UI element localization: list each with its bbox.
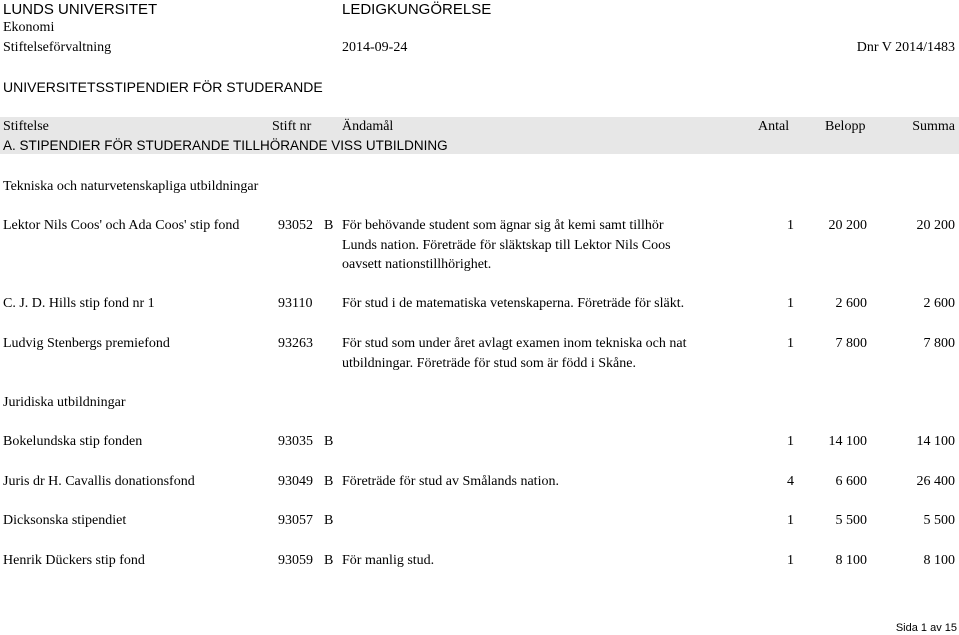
fund-flag: B (324, 434, 334, 449)
dnr: Dnr V 2014/1483 (856, 40, 955, 55)
fund-belopp: 7 800 (835, 336, 867, 351)
fund-summa: 5 500 (923, 513, 955, 528)
university-name: LUNDS UNIVERSITET (3, 1, 158, 18)
fund-belopp: 20 200 (828, 218, 867, 233)
fund-summa: 26 400 (916, 474, 955, 489)
section-a-heading: A. STIPENDIER FÖR STUDERANDE TILLHÖRANDE VISS UTBILDNING (3, 138, 448, 153)
fund-number: 93035 (278, 434, 313, 449)
fund-antal: 4 (787, 474, 794, 489)
fund-antal: 1 (787, 218, 794, 233)
subsection-juridiska: Juridiska utbildningar (3, 395, 126, 410)
fund-purpose: För manlig stud. (342, 553, 435, 568)
fund-summa: 20 200 (916, 218, 955, 233)
fund-belopp: 6 600 (835, 474, 867, 489)
fund-purpose: För behövande student som ägnar sig åt kemi samt tillhör Lunds nation. Företräde för släktskap till Lektor Nils Coos oavsett nationstillhörighet. (342, 218, 671, 272)
fund-flag: B (324, 513, 334, 528)
page-title: UNIVERSITETSSTIPENDIER FÖR STUDERANDE (3, 79, 323, 95)
fund-name: Ludvig Stenbergs premiefond (3, 336, 170, 351)
fund-summa: 14 100 (916, 434, 955, 449)
fund-name: Lektor Nils Coos' och Ada Coos' stip fond (3, 218, 240, 233)
fund-number: 93263 (278, 336, 313, 351)
fund-name: Henrik Dückers stip fond (3, 553, 145, 568)
fund-belopp: 14 100 (828, 434, 867, 449)
fund-antal: 1 (787, 513, 794, 528)
fund-summa: 7 800 (923, 336, 955, 351)
fund-summa: 2 600 (923, 296, 955, 311)
fund-name: C. J. D. Hills stip fond nr 1 (3, 296, 155, 311)
date: 2014-09-24 (342, 40, 408, 55)
fund-purpose: För stud som under året avlagt examen inom tekniska och nat utbildningar. Företräde för stud som är född i Skåne. (342, 336, 687, 371)
page-number: Sida 1 av 15 (895, 622, 957, 634)
fund-purpose: För stud i de matematiska vetenskaperna. Företräde för släkt. (342, 296, 685, 311)
fund-antal: 1 (787, 553, 794, 568)
notice-title: LEDIGKUNGÖRELSE (342, 1, 492, 18)
fund-antal: 1 (787, 336, 794, 351)
fund-belopp: 5 500 (835, 513, 867, 528)
fund-name: Juris dr H. Cavallis donationsfond (3, 474, 195, 489)
fund-number: 93057 (278, 513, 313, 528)
col-belopp: Belopp (825, 119, 866, 134)
fund-belopp: 8 100 (835, 553, 867, 568)
col-andamal: Ändamål (342, 119, 394, 134)
fund-name: Dicksonska stipendiet (3, 513, 127, 528)
fund-flag: B (324, 553, 334, 568)
fund-summa: 8 100 (923, 553, 955, 568)
unit: Stiftelseförvaltning (3, 40, 112, 55)
fund-flag: B (324, 474, 334, 489)
fund-purpose: Företräde för stud av Smålands nation. (342, 474, 559, 489)
fund-flag: B (324, 218, 334, 233)
fund-antal: 1 (787, 296, 794, 311)
fund-number: 93049 (278, 474, 313, 489)
col-summa: Summa (912, 119, 955, 134)
col-antal: Antal (758, 119, 790, 134)
fund-number: 93052 (278, 218, 313, 233)
col-stiftelse: Stiftelse (3, 119, 49, 134)
fund-antal: 1 (787, 434, 794, 449)
fund-name: Bokelundska stip fonden (3, 434, 143, 449)
fund-number: 93110 (278, 296, 313, 311)
fund-number: 93059 (278, 553, 313, 568)
subsection-tekniska: Tekniska och naturvetenskapliga utbildningar (3, 179, 259, 194)
fund-belopp: 2 600 (835, 296, 867, 311)
department: Ekonomi (3, 20, 55, 35)
col-stift-nr: Stift nr (272, 119, 312, 134)
